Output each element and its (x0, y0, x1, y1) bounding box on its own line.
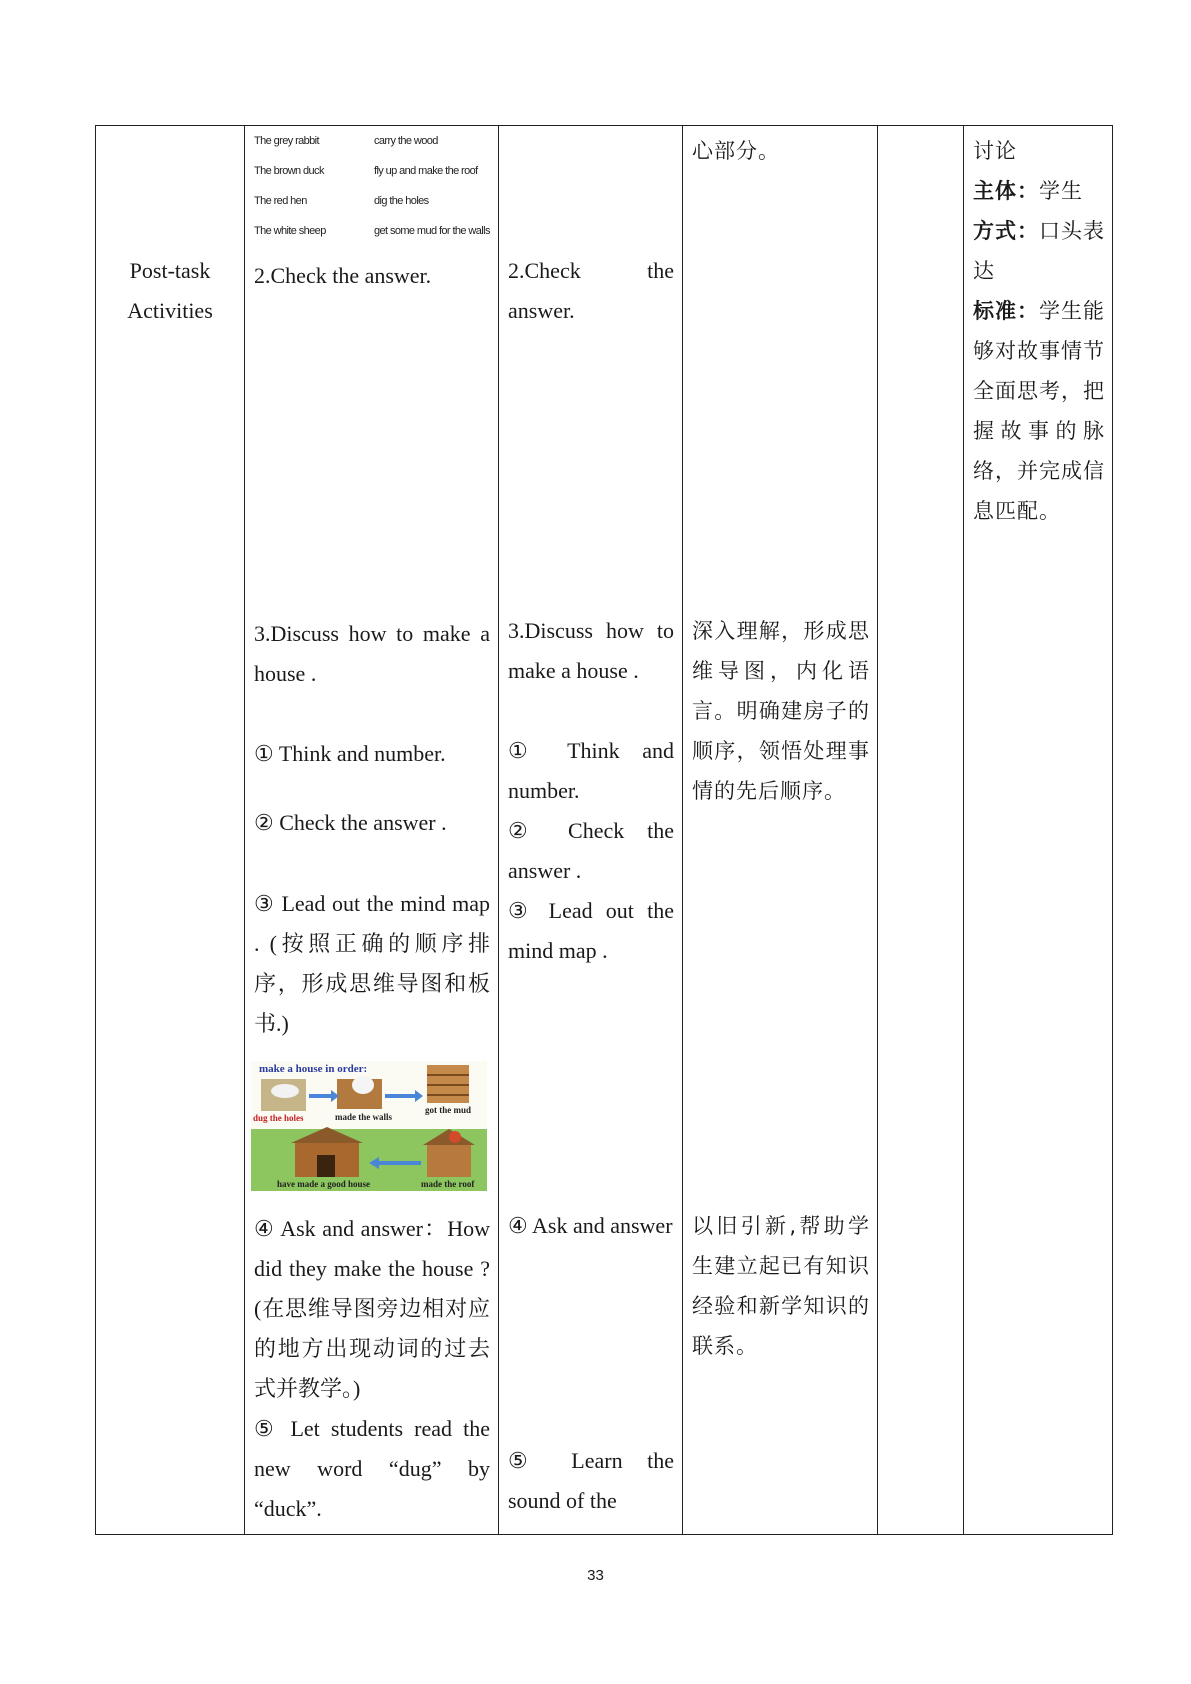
mind-map-step: made the walls (335, 1112, 392, 1122)
mind-map-image (251, 1061, 487, 1191)
mind-map-step: made the roof (421, 1179, 475, 1189)
column-divider (682, 126, 683, 1534)
teacher-step-3: ③ Lead out the mind map . (按照正确的顺序排序，形成思维导图和板书.) (254, 891, 490, 1036)
mind-map-step: have made a good house (277, 1179, 371, 1189)
match-right-item: dig the holes (374, 195, 429, 207)
match-left-item: The grey rabbit (254, 135, 319, 147)
purpose-connection: 以旧引新,帮助学生建立起已有知识经验和新学知识的联系。 (692, 1214, 870, 1358)
teacher-step-4: ④ Ask and answer：How did they make the house ?(在思维导图旁边相对应的地方出现动词的过去式并教学。) (254, 1216, 490, 1401)
teacher-discuss: 3.Discuss how to make a house . (254, 621, 490, 686)
match-right-item: fly up and make the roof (374, 165, 478, 177)
student-discuss: 3.Discuss how to make a house . (508, 618, 674, 683)
page-number: 33 (587, 1567, 604, 1584)
teacher-step-1: ① Think and number. (254, 741, 446, 766)
match-right-item: carry the wood (374, 135, 438, 147)
evaluation-method: 方式：口头表达 (973, 219, 1105, 283)
match-left-item: The red hen (254, 195, 307, 207)
evaluation-standard: 标准：学生能够对故事情节全面思考，把握故事的脉络，并完成信息匹配。 (973, 299, 1105, 523)
purpose-mind-map: 深入理解，形成思维导图，内化语言。明确建房子的顺序，领悟处理事情的先后顺序。 (692, 619, 870, 803)
student-check-answer: 2.Check the answer. (508, 258, 674, 323)
mind-map-drawing (251, 1061, 487, 1191)
column-divider (244, 126, 245, 1534)
evaluation-subject: 主体：学生 (973, 179, 1083, 203)
student-step-3: ③ Lead out the mind map . (508, 898, 674, 963)
student-step-5: ⑤ Learn the sound of the (508, 1448, 674, 1513)
evaluation-discuss: 讨论 (973, 139, 1017, 163)
teacher-check-answer: 2.Check the answer. (254, 263, 432, 288)
mind-map-step: got the mud (425, 1105, 472, 1115)
lesson-table (95, 125, 1113, 1535)
match-right-item: get some mud for the walls (374, 225, 490, 237)
student-step-2: ② Check the answer . (508, 818, 674, 883)
purpose-top: 心部分。 (692, 139, 780, 163)
teacher-step-5: ⑤ Let students read the new word “dug” by “duck”. (254, 1416, 490, 1521)
column-divider (963, 126, 964, 1534)
column-divider (498, 126, 499, 1534)
column-divider (877, 126, 878, 1534)
match-left-item: The brown duck (254, 165, 324, 177)
teacher-step-2: ② Check the answer . (254, 810, 447, 835)
match-left-item: The white sheep (254, 225, 326, 237)
mind-map-step: dug the holes (253, 1113, 304, 1123)
student-step-4: ④ Ask and answer (508, 1213, 673, 1238)
mind-map-title: make a house in order: (259, 1063, 368, 1075)
stage-label: Post-task Activities (127, 258, 213, 323)
evaluation-block (973, 131, 1105, 531)
student-step-1: ① Think and number. (508, 738, 674, 803)
